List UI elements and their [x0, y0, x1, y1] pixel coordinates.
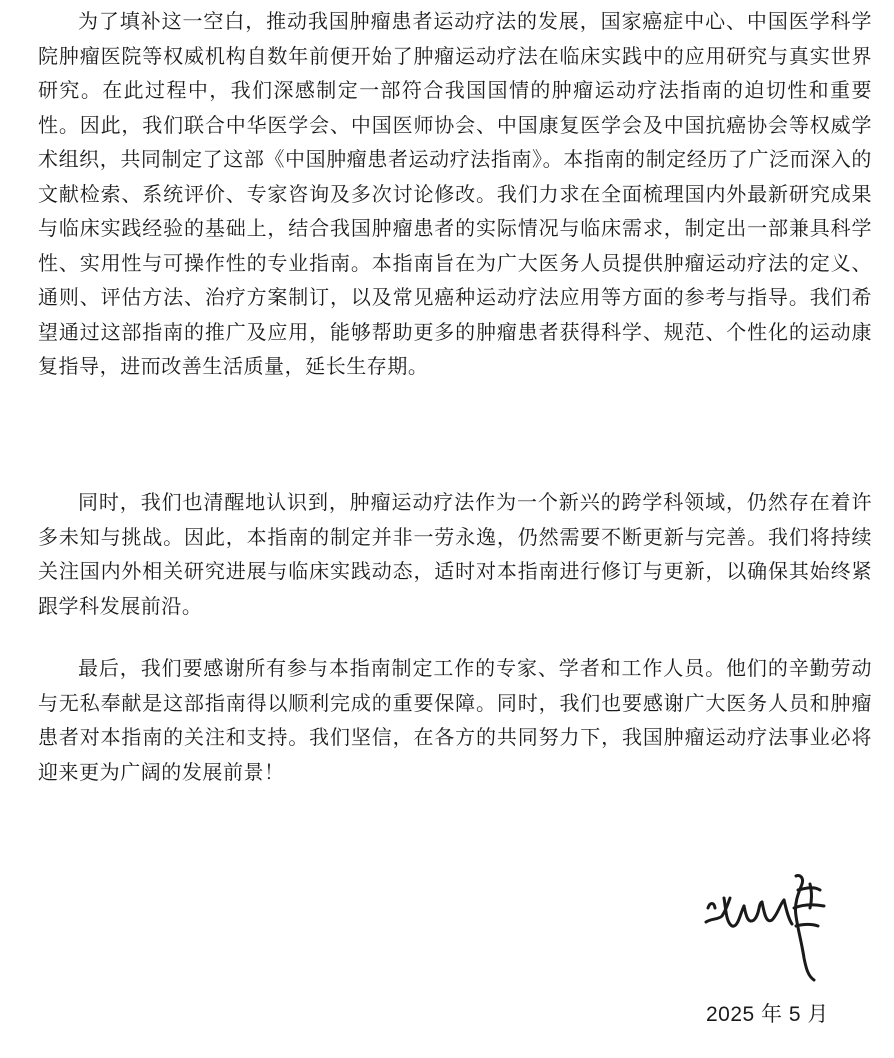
handwritten-signature: [700, 868, 840, 988]
paragraph-2: 同时，我们也清醒地认识到，肿瘤运动疗法作为一个新兴的跨学科领域，仍然存在着许多未知与挑战。因此，本指南的制定并非一劳永逸，仍然需要不断更新与完善。我们将持续关注国内外相关研究进展与临床实践动态，适时对本指南进行修订与更新，以确保其始终紧跟学科发展前沿。: [38, 490, 872, 618]
paragraph-1: 为了填补这一空白，推动我国肿瘤患者运动疗法的发展，国家癌症中心、中国医学科学院肿瘤医院等权威机构自数年前便开始了肿瘤运动疗法在临床实践中的应用研究与真实世界研究。在此过程中，我们深感制定一部符合我国国情的肿瘤运动疗法指南的迫切性和重要性。因此，我们联合中华医学会、中国医师协会、中国康复医学会及中国抗癌协会等权威学术组织，共同制定了这部《中国肿瘤患者运动疗法指南》。本指南的制定经历了广泛而深入的文献检索、系统评价、专家咨询及多次讨论修改。我们力求在全面梳理国内外最新研究成果与临床实践经验的基础上，结合我国肿瘤患者的实际情况与临床需求，制定出一部兼具科学性、实用性与可操作性的专业指南。本指南旨在为广大医务人员提供肿瘤运动疗法的定义、通则、评估方法、治疗方案制订，以及常见癌种运动疗法应用等方面的参考与指导。我们希望通过这部指南的推广及应用，能够帮助更多的肿瘤患者获得科学、规范、个性化的运动康复指导，进而改善生活质量，延长生存期。: [38, 9, 872, 378]
paragraph-3: 最后，我们要感谢所有参与本指南制定工作的专家、学者和工作人员。他们的辛勤劳动与无私奉献是这部指南得以顺利完成的重要保障。同时，我们也要感谢广大医务人员和肿瘤患者对本指南的关注和支持。我们坚信，在各方的共同努力下，我国肿瘤运动疗法事业必将迎来更为广阔的发展前景！: [38, 656, 872, 784]
signature-date: 2025 年 5 月: [706, 1003, 829, 1026]
